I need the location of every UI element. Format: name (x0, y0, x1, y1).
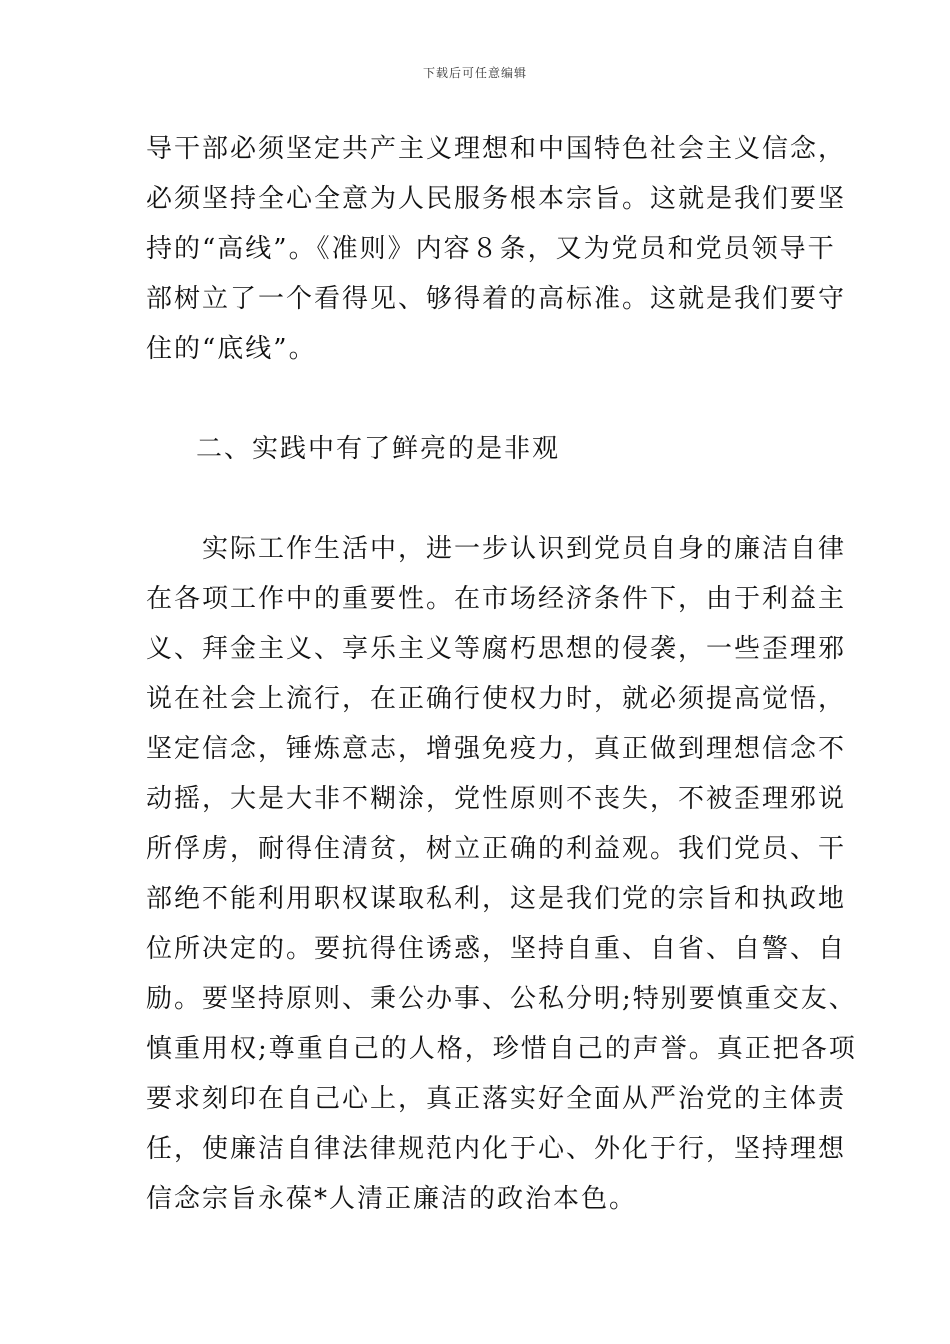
paragraph-line: 所俘虏，耐得住清贫，树立正确的利益观。我们党员、干 (146, 834, 847, 864)
paragraph-line: 部绝不能利用职权谋取私利，这是我们党的宗旨和执政地 (146, 884, 847, 914)
paragraph-line: 住的“底线”。 (146, 334, 317, 364)
paragraph-line: 励。要坚持原则、秉公办事、公私分明;特别要慎重交友、 (146, 984, 857, 1014)
paragraph-line: 必须坚持全心全意为人民服务根本宗旨。这就是我们要坚 (146, 184, 847, 214)
paragraph-2 (146, 524, 857, 1224)
paragraph-line: 坚定信念，锤炼意志，增强免疫力，真正做到理想信念不 (146, 734, 847, 764)
paragraph-line: 义、拜金主义、享乐主义等腐朽思想的侵袭，一些歪理邪 (146, 634, 847, 664)
paragraph-line: 要求刻印在自己心上，真正落实好全面从严治党的主体责 (146, 1084, 847, 1114)
paragraph-line: 任，使廉洁自律法律规范内化于心、外化于行，坚持理想 (146, 1134, 847, 1164)
paragraph-line: 导干部必须坚定共产主义理想和中国特色社会主义信念， (146, 134, 847, 164)
paragraph-line: 持的“高线”。《准则》内容８条，又为党员和党员领导干 (146, 234, 836, 264)
paragraph-line: 在各项工作中的重要性。在市场经济条件下，由于利益主 (146, 584, 847, 614)
paragraph-line: 部树立了一个看得见、够得着的高标准。这就是我们要守 (146, 284, 847, 314)
paragraph-line: 说在社会上流行，在正确行使权力时，就必须提高觉悟， (146, 684, 847, 714)
paragraph-line: 位所决定的。要抗得住诱惑，坚持自重、自省、自警、自 (146, 934, 847, 964)
paragraph-line: 信念宗旨永葆*人清正廉洁的政治本色。 (146, 1184, 638, 1214)
paragraph-1 (146, 124, 847, 374)
paragraph-line: 动摇，大是大非不糊涂，党性原则不丧失，不被歪理邪说 (146, 784, 847, 814)
page-header-note: 下载后可任意编辑 (422, 66, 527, 80)
section-heading (196, 424, 858, 474)
paragraph-line: 实际工作生活中，进一步认识到党员自身的廉洁自律 (146, 534, 847, 564)
section-heading-text: 二、实践中有了鲜亮的是非观 (196, 434, 561, 464)
paragraph-line: 慎重用权;尊重自己的人格，珍惜自己的声誉。真正把各项 (146, 1034, 857, 1064)
